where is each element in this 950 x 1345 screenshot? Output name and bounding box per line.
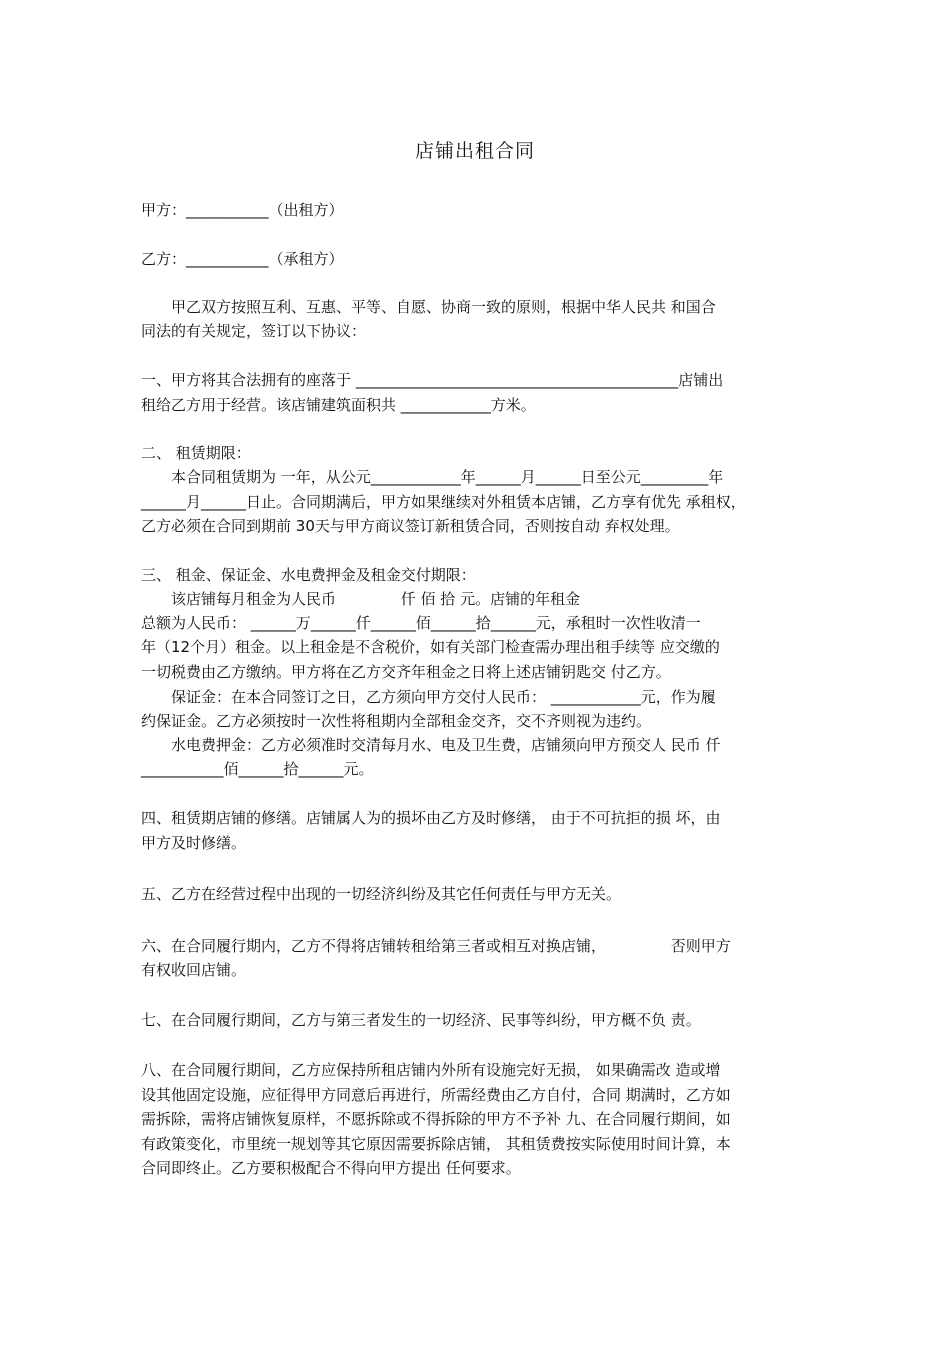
clause-7-line-1: 七、在合同履行期间，乙方与第三者发生的一切经济、民事等纠纷，甲方概不负 责。 [141, 1011, 701, 1029]
clause-8-line-1: 八、在合同履行期间，乙方应保持所租店铺内外所有设施完好无损， 如果确需改 造或增 [141, 1061, 721, 1079]
clause-1-line-1: 一、甲方将其合法拥有的座落于 ___________________________________________店铺出 [141, 371, 724, 389]
clause-3-line-6: 约保证金。乙方必须按时一次性将租期内全部租金交齐，交不齐则视为违约。 [141, 712, 652, 730]
clause-6-line-1: 六、在合同履行期内，乙方不得将店铺转租给第三者或相互对换店铺， 否则甲方 [141, 937, 731, 955]
clause-3-line-7: 水电费押金：乙方必须准时交清每月水、电及卫生费，店铺须向甲方预交人 民币 仟 [141, 736, 721, 754]
clause-3-line-3: 年（12个月）租金。以上租金是不含税价，如有关部门检查需办理出租手续等 应交缴的 [141, 638, 720, 656]
clause-2-line-2: ______月______日止。合同期满后，甲方如果继续对外租赁本店铺，乙方享有优先 承租权， [141, 493, 746, 511]
clause-3-line-2: 总额为人民币： ______万______仟______佰______拾______元，承租时一次性收清一 [141, 614, 701, 632]
party-a-line: 甲方：___________（出租方） [141, 201, 344, 219]
clause-2-heading: 二、 租赁期限： [141, 444, 251, 462]
clause-8-line-3: 需拆除，需将店铺恢复原样，不愿拆除或不得拆除的甲方不予补 九、在合同履行期间，如 [141, 1110, 731, 1128]
preamble-line-1: 甲乙双方按照互利、互惠、平等、自愿、协商一致的原则，根据中华人民共 和国合 [141, 298, 716, 316]
clause-4-line-2: 甲方及时修缮。 [141, 834, 247, 852]
clause-3-line-8: ___________佰______拾______元。 [141, 760, 374, 778]
clause-8-line-2: 设其他固定设施，应征得甲方同意后再进行，所需经费由乙方自付，合同 期满时，乙方如 [141, 1086, 731, 1104]
document-title: 店铺出租合同 [414, 140, 535, 162]
preamble-line-2: 同法的有关规定，签订以下协议： [141, 322, 367, 340]
clause-8-line-5: 合同即终止。乙方要积极配合不得向甲方提出 任何要求。 [141, 1159, 521, 1177]
clause-3-heading: 三、 租金、保证金、水电费押金及租金交付期限： [141, 566, 476, 584]
clause-2-line-1: 本合同租赁期为 一年，从公元____________年______月______日至公元_________年 [141, 468, 724, 486]
clause-4-line-1: 四、租赁期店铺的修缮。店铺属人为的损坏由乙方及时修缮， 由于不可抗拒的损 坏，由 [141, 809, 721, 827]
clause-6-line-2: 有权收回店铺。 [141, 961, 247, 979]
party-b-line: 乙方：___________（承租方） [141, 250, 344, 268]
clause-3-line-5: 保证金：在本合同签订之日，乙方须向甲方交付人民币： ____________元，作为履 [141, 688, 716, 706]
clause-2-line-3: 乙方必须在合同到期前 30天与甲方商议签订新租赁合同，否则按自动 弃权处理。 [141, 517, 680, 535]
clause-3-line-4: 一切税费由乙方缴纳。甲方将在乙方交齐年租金之日将上述店铺钥匙交 付乙方。 [141, 663, 671, 681]
clause-1-line-2: 租给乙方用于经营。该店铺建筑面积共 ____________方米。 [141, 396, 536, 414]
clause-5-line-1: 五、乙方在经营过程中出现的一切经济纠纷及其它任何责任与甲方无关。 [141, 885, 622, 903]
clause-8-line-4: 有政策变化，市里统一规划等其它原因需要拆除店铺， 其租赁费按实际使用时间计算，本 [141, 1135, 731, 1153]
clause-3-line-1: 该店铺每月租金为人民币 仟 佰 拾 元。店铺的年租金 [141, 590, 581, 608]
